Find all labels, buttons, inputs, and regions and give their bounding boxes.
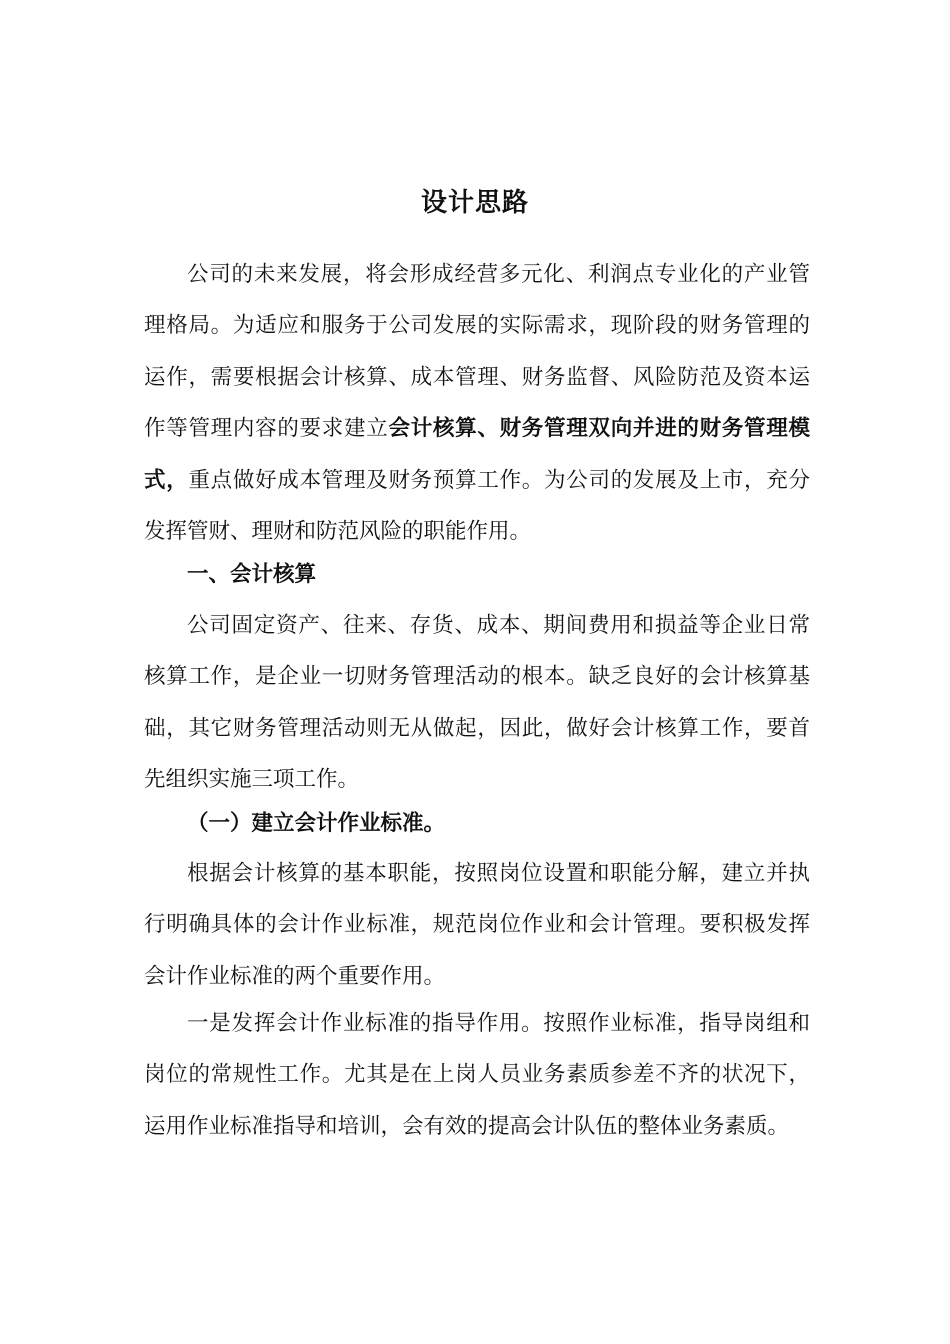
- intro-paragraph-text-2: 重点做好成本管理及财务预算工作。为公司的发展及上市，充分发挥管财、理财和防范风险的职能作用。: [144, 467, 810, 545]
- intro-paragraph: [144, 249, 810, 557]
- intro-paragraph-bold-text: 会计核算、财务管理双向并进的财务管理模式，: [144, 416, 810, 493]
- subsection-heading-standards: （一）建立会计作业标准。: [187, 811, 446, 836]
- intro-paragraph-text-1: 公司的未来发展，将会形成经营多元化、利润点专业化的产业管理格局。为适应和服务于公司发展的实际需求，现阶段的财务管理的运作，需要根据会计核算、成本管理、财务监督、风险防范及资本运作等管理内容的要求建立: [144, 262, 810, 442]
- standards-paragraph: 根据会计核算的基本职能，按照岗位设置和职能分解，建立并执行明确具体的会计作业标准，规范岗位作业和会计管理。要积极发挥会计作业标准的两个重要作用。: [144, 861, 810, 989]
- accounting-paragraph: 公司固定资产、往来、存货、成本、期间费用和损益等企业日常核算工作，是企业一切财务管理活动的根本。缺乏良好的会计核算基础，其它财务管理活动则无从做起，因此，做好会计核算工作，要首先组织实施三项工作。: [144, 613, 810, 793]
- section-heading-accounting: 一、会计核算: [187, 562, 317, 587]
- guidance-paragraph: 一是发挥会计作业标准的指导作用。按照作业标准，指导岗组和岗位的常规性工作。尤其是在上岗人员业务素质参差不齐的状况下，运用作业标准指导和培训，会有效的提高会计队伍的整体业务素质。: [144, 1011, 810, 1139]
- document-title: 设计思路: [420, 188, 529, 218]
